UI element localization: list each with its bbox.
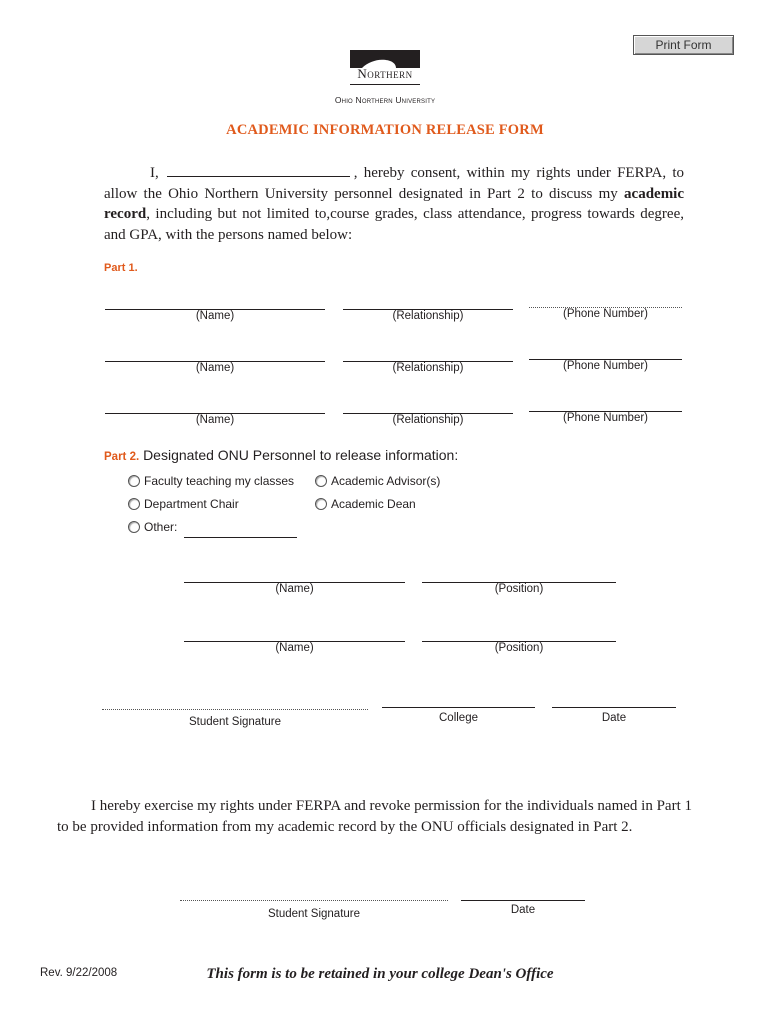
- revoke-date-field[interactable]: [461, 900, 585, 901]
- logo-rule: [350, 84, 420, 85]
- radio-faculty-icon[interactable]: [128, 475, 140, 487]
- option-advisor[interactable]: [315, 474, 440, 488]
- student-signature-field[interactable]: [102, 709, 368, 710]
- student-signature-caption: Student Signature: [188, 716, 282, 728]
- revision-date: Rev. 9/22/2008: [40, 967, 118, 979]
- option-advisor-label: Academic Advisor(s): [331, 474, 441, 488]
- revoke-date-caption: Date: [510, 904, 536, 916]
- consent-bold: academic record: [104, 185, 685, 222]
- option-faculty-label: Faculty teaching my classes: [144, 474, 295, 488]
- date-field[interactable]: [552, 707, 676, 708]
- revoke-signature-caption: Student Signature: [267, 908, 361, 920]
- radio-advisor-icon[interactable]: [315, 475, 327, 487]
- part2-label: Part 2.: [104, 451, 140, 463]
- option-department-chair[interactable]: [128, 497, 239, 511]
- date-caption: Date: [601, 712, 627, 724]
- radio-dean-icon[interactable]: [315, 498, 327, 510]
- radio-chair-icon[interactable]: [128, 498, 140, 510]
- college-field[interactable]: [382, 707, 535, 708]
- logo-subtitle: Ohio Northern University: [334, 95, 436, 105]
- print-form-button[interactable]: Print Form: [633, 35, 734, 55]
- radio-other-icon[interactable]: [128, 521, 140, 533]
- logo-wordmark: Northern: [357, 66, 413, 81]
- part2-heading-text: Designated ONU Personnel to release information:: [143, 447, 459, 463]
- revoke-signature-field[interactable]: [180, 900, 448, 901]
- part2-position-caption-1: (Position): [494, 583, 544, 595]
- consent-paragraph: [104, 163, 684, 245]
- option-other-label: Other:: [144, 520, 178, 534]
- student-name-field[interactable]: [167, 164, 350, 177]
- footer-note: This form is to be retained in your college Dean's Office: [206, 966, 554, 982]
- part1-label: Part 1.: [104, 262, 138, 274]
- option-chair-label: Department Chair: [144, 497, 239, 511]
- part1-relationship-caption-2: (Relationship): [392, 362, 464, 374]
- part2-heading: [104, 447, 458, 463]
- part1-relationship-caption-1: (Relationship): [392, 310, 464, 322]
- revoke-text: I hereby exercise my rights under FERPA and revoke permission for the individuals named in Part 1 to be provided information from my academic record by the ONU officials designated in Part 2.: [57, 798, 692, 835]
- option-faculty[interactable]: [128, 474, 294, 488]
- part1-name-caption-3: (Name): [195, 414, 235, 426]
- consent-prefix: I,: [150, 165, 159, 181]
- part1-phone-caption-3: (Phone Number): [562, 412, 648, 424]
- revoke-paragraph: [57, 796, 707, 837]
- other-specify-field[interactable]: [184, 537, 297, 538]
- part1-name-caption-1: (Name): [195, 310, 235, 322]
- form-title: ACADEMIC INFORMATION RELEASE FORM: [226, 122, 544, 138]
- consent-rest: , including but not limited to,course grades, class attendance, progress towards degree, and GPA, with the persons named below:: [104, 206, 684, 243]
- part1-name-caption-2: (Name): [195, 362, 235, 374]
- part1-phone-caption-2: (Phone Number): [562, 360, 648, 372]
- part2-position-caption-2: (Position): [494, 642, 544, 654]
- part1-relationship-caption-3: (Relationship): [392, 414, 464, 426]
- part1-phone-caption-1: (Phone Number): [562, 308, 648, 320]
- option-other[interactable]: [128, 520, 177, 534]
- option-dean-label: Academic Dean: [331, 497, 416, 511]
- part2-name-caption-1: (Name): [275, 583, 314, 595]
- consent-text: , hereby consent, within my rights under FERPA, to allow the Ohio Northern University personnel designated in Part 2 to discuss my: [104, 165, 684, 202]
- option-academic-dean[interactable]: [315, 497, 416, 511]
- college-caption: College: [439, 712, 478, 724]
- part2-name-caption-2: (Name): [275, 642, 314, 654]
